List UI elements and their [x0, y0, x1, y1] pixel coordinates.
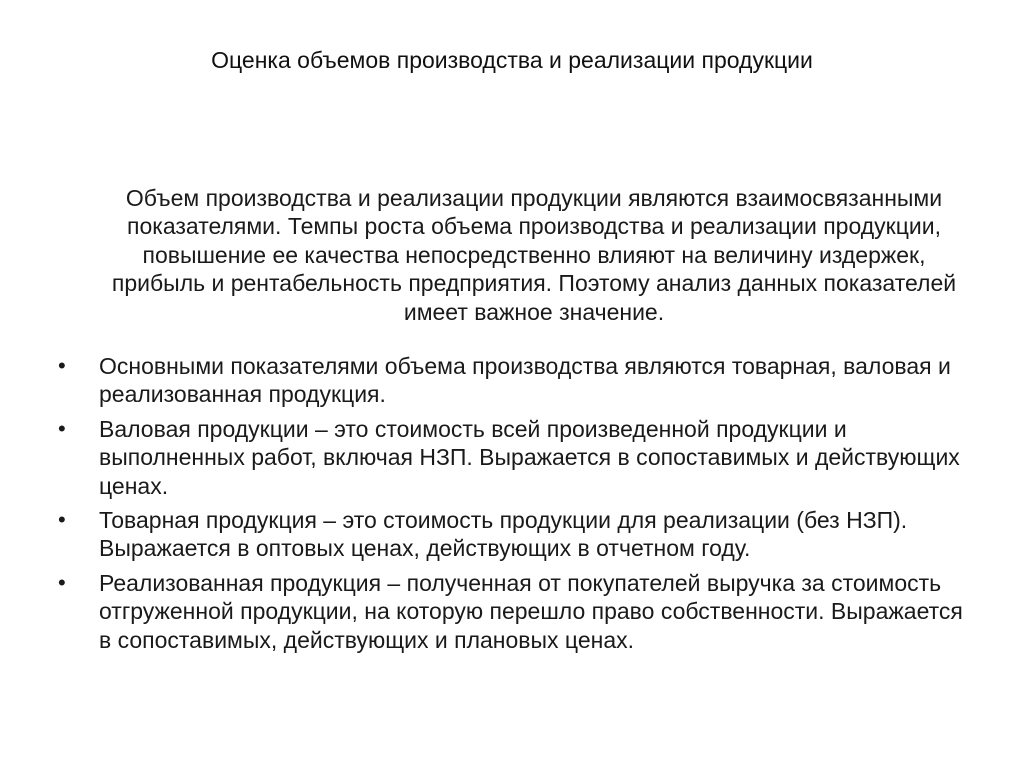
bullet-icon: •	[58, 569, 66, 595]
bullet-text: Основными показателями объема производства являются товарная, валовая и реализованная продукция.	[99, 353, 951, 408]
bullet-item	[0, 352, 979, 409]
bullet-icon: •	[58, 507, 66, 533]
bullet-icon: •	[58, 353, 66, 378]
bullet-item	[0, 415, 979, 500]
slide-title: Оценка объемов производства и реализации продукции	[211, 47, 813, 73]
intro-paragraph: Объем производства и реализации продукции являются взаимосвязанными показателями. Темпы роста объема производства и реализации продукции, повышение ее качества непосредственно влияют на величину издержек, прибыль и рентабельность предприятия. Поэтому анализ данных показателей имеет важное значение.	[111, 185, 957, 325]
bullet-item	[0, 569, 979, 654]
bullet-item	[0, 506, 979, 563]
bullet-text: Товарная продукция – это стоимость продукции для реализации (без НЗП). Выражается в оптовых ценах, действующих в отчетном году.	[99, 507, 908, 562]
bullet-list	[0, 352, 1024, 660]
bullet-text: Реализованная продукция – полученная от покупателей выручка за стоимость отгруженной продукции, на которую перешло право собственности. Выражается в сопоставимых, действующих и плановых ценах.	[99, 569, 963, 653]
bullet-text: Валовая продукции – это стоимость всей произведенной продукции и выполненных работ, включая НЗП. Выражается в сопоставимых и действующих ценах.	[99, 415, 960, 499]
bullet-icon: •	[58, 415, 66, 441]
